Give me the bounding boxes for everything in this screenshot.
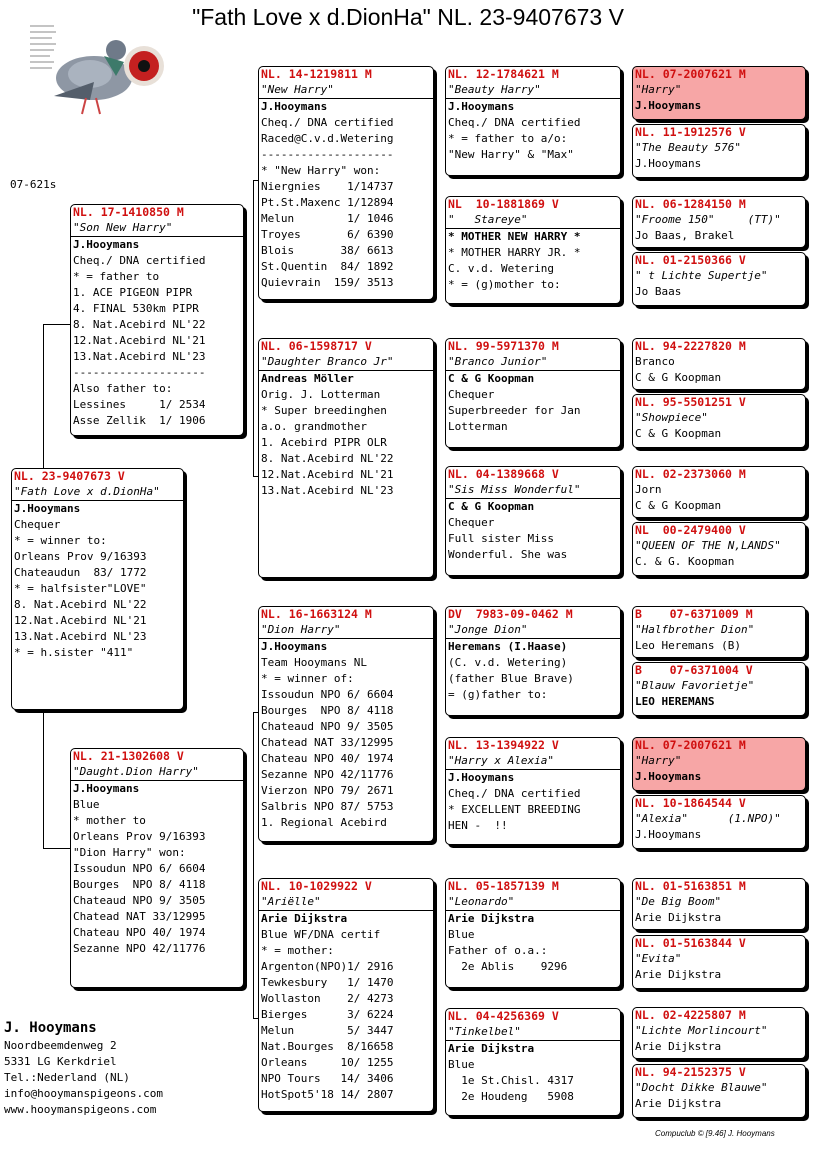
grandparent-card[interactable]	[258, 606, 434, 842]
owner: Leo Heremans (B)	[635, 639, 741, 652]
pigeon-name: "New Harry"	[259, 82, 433, 99]
ancestor-card[interactable]	[632, 124, 806, 178]
info-line: Cheq./ DNA certified	[448, 787, 581, 800]
info-line: Asse Zellik 1/ 1906	[73, 414, 206, 427]
pigeon-name: "Harry x Alexia"	[446, 753, 620, 770]
info-line: * MOTHER HARRY JR. *	[448, 246, 581, 259]
email-link[interactable]: info@hooymanspigeons.com	[4, 1087, 163, 1100]
owner: J.Hooymans	[448, 771, 515, 784]
info-line: Chateaudun 83/ 1772	[14, 566, 147, 579]
info-line: Lessines 1/ 2534	[73, 398, 206, 411]
info-line: Melun 1/ 1046	[261, 212, 394, 225]
owner: * MOTHER NEW HARRY *	[448, 230, 581, 243]
pigeon-name: "Fath Love x d.DionHa"	[12, 484, 183, 501]
pigeon-name: "The Beauty 576"	[635, 141, 741, 154]
pigeon-name: "Son New Harry"	[71, 220, 243, 237]
pigeon-name: "Harry"	[635, 83, 682, 96]
pigeon-name: " Stareye"	[446, 212, 620, 229]
grandparent-card[interactable]	[258, 338, 434, 578]
pigeon-name: "Evita"	[635, 952, 682, 965]
owner: LEO HEREMANS	[635, 695, 715, 708]
info-line: 1. Regional Acebird	[261, 816, 387, 829]
info-line: Full sister Miss	[448, 532, 554, 545]
info-line: Wonderful. She was	[448, 548, 568, 561]
ancestor-card[interactable]	[632, 466, 806, 518]
owner: Arie Dijkstra	[635, 1040, 722, 1053]
ring-number: NL. 10-1864544 V	[635, 796, 746, 810]
info-line: Orleans Prov 9/16393	[14, 550, 147, 563]
info-line: HEN - !!	[448, 819, 508, 832]
info-line: 2e Ablis 9296	[448, 960, 568, 973]
owner: J.Hooymans	[635, 828, 702, 841]
ring-number: NL. 02-4225807 M	[635, 1008, 746, 1022]
pigeon-name: Branco	[635, 355, 675, 368]
info-line: 8. Nat.Acebird NL'22	[14, 598, 147, 611]
ring-number: NL. 16-1663124 M	[261, 607, 372, 621]
info-line: 12.Nat.Acebird NL'21	[73, 334, 206, 347]
breeder-name: J. Hooymans	[4, 1020, 97, 1036]
info-line: = (g)father to:	[448, 688, 548, 701]
city: 5331 LG Kerkdriel	[4, 1055, 117, 1068]
info-line: Troyes 6/ 6390	[261, 228, 394, 241]
grandparent-card[interactable]	[258, 66, 434, 300]
pigeon-name: "QUEEN OF THE N,LANDS"	[635, 539, 781, 552]
info-line: * = father to a/o:	[448, 132, 568, 145]
info-line: 1e St.Chisl. 4317	[448, 1074, 574, 1087]
owner: J.Hooymans	[635, 770, 702, 783]
info-line: Sezanne NPO 42/11776	[73, 942, 206, 955]
great-grandparent-card[interactable]	[445, 606, 621, 716]
ring-number: NL. 02-2373060 M	[635, 467, 746, 481]
ancestor-card[interactable]	[632, 606, 806, 658]
info-line: Chatead NAT 33/12995	[261, 736, 394, 749]
grandparent-card[interactable]	[258, 878, 434, 1112]
info-line: Chequer	[448, 388, 495, 401]
owner: J.Hooymans	[448, 100, 515, 113]
ancestor-card[interactable]	[632, 878, 806, 930]
owner: J.Hooymans	[73, 782, 140, 795]
pigeon-name: "Docht Dikke Blauwe"	[635, 1081, 768, 1094]
info-line: Cheq./ DNA certified	[73, 254, 206, 267]
great-grandparent-card[interactable]	[445, 1008, 621, 1116]
owner: C & G Koopman	[635, 499, 722, 512]
dam-card[interactable]	[70, 748, 244, 988]
breeder-address	[4, 1018, 163, 1118]
owner: Andreas Möller	[261, 372, 354, 385]
ring-number: NL. 06-1598717 V	[261, 339, 372, 353]
ring-number: NL. 05-1857139 M	[448, 879, 559, 893]
info-line: Blois 38/ 6613	[261, 244, 394, 257]
info-line: "Dion Harry" won:	[73, 846, 186, 859]
ancestor-card[interactable]	[632, 737, 806, 791]
info-line: * = mother:	[261, 944, 334, 957]
info-line: --------------------	[73, 366, 206, 379]
breeder-logo	[24, 16, 174, 124]
info-line: Chequer	[14, 518, 61, 531]
ring-number: NL. 10-1029922 V	[261, 879, 372, 893]
info-line: Tewkesbury 1/ 1470	[261, 976, 394, 989]
info-line: Nat.Bourges 8/16658	[261, 1040, 394, 1053]
info-line: Issoudun NPO 6/ 6604	[261, 688, 394, 701]
info-line: Orleans 10/ 1255	[261, 1056, 394, 1069]
great-grandparent-card[interactable]	[445, 338, 621, 448]
owner: Jo Baas, Brakel	[635, 229, 735, 242]
info-line: * = h.sister "411"	[14, 646, 134, 659]
info-line: Father of o.a.:	[448, 944, 548, 957]
info-line: * Super breedinghen	[261, 404, 387, 417]
info-line: * mother to	[73, 814, 146, 827]
owner: J.Hooymans	[14, 502, 81, 515]
website-link[interactable]: www.hooymanspigeons.com	[4, 1103, 157, 1116]
info-line: 4. FINAL 530km PIPR	[73, 302, 199, 315]
ancestor-card[interactable]	[632, 522, 806, 576]
info-line: Chateaud NPO 9/ 3505	[261, 720, 394, 733]
info-line: * = father to	[73, 270, 160, 283]
ring-number: NL. 12-1784621 M	[448, 67, 559, 81]
ring-number: B 07-6371004 V	[635, 663, 753, 677]
ring-number: NL. 94-2152375 V	[635, 1065, 746, 1079]
pigeon-name: Jorn	[635, 483, 662, 496]
ring-number: NL. 01-5163844 V	[635, 936, 746, 950]
ring-number: DV 7983-09-0462 M	[448, 607, 573, 621]
owner: Arie Dijkstra	[635, 911, 722, 924]
info-line: --------------------	[261, 148, 394, 161]
pigeon-name: "Branco Junior"	[446, 354, 620, 371]
info-line: * = halfsister"LOVE"	[14, 582, 147, 595]
info-line: Salbris NPO 87/ 5753	[261, 800, 394, 813]
info-line: Chateaud NPO 9/ 3505	[73, 894, 206, 907]
owner: Heremans (I.Haase)	[448, 640, 568, 653]
ring-number: NL. 95-5501251 V	[635, 395, 746, 409]
street: Noordbeemdenweg 2	[4, 1039, 117, 1052]
info-line: Argenton(NPO)1/ 2916	[261, 960, 394, 973]
sire-card[interactable]	[70, 204, 244, 436]
info-line: 2e Houdeng 5908	[448, 1090, 574, 1103]
ancestor-card[interactable]	[632, 662, 806, 716]
owner: J.Hooymans	[261, 640, 328, 653]
info-line: Issoudun NPO 6/ 6604	[73, 862, 206, 875]
ring-number: NL. 04-1389668 V	[448, 467, 559, 481]
pigeon-name: "De Big Boom"	[635, 895, 722, 908]
owner: C & G Koopman	[448, 372, 535, 385]
info-line: 12.Nat.Acebird NL'21	[261, 468, 394, 481]
pigeon-name: "Harry"	[635, 754, 682, 767]
ring-number: NL. 01-2150366 V	[635, 253, 746, 267]
info-line: Raced@C.v.d.Wetering	[261, 132, 394, 145]
great-grandparent-card[interactable]	[445, 196, 621, 304]
info-line: * = winner of:	[261, 672, 354, 685]
ring-number: NL. 01-5163851 M	[635, 879, 746, 893]
ring-number: NL. 23-9407673 V	[14, 469, 125, 483]
info-line: "New Harry" & "Max"	[448, 148, 574, 161]
info-line: Bourges NPO 8/ 4118	[261, 704, 394, 717]
owner: J.Hooymans	[635, 99, 702, 112]
owner: Arie Dijkstra	[448, 1042, 535, 1055]
info-line: a.o. grandmother	[261, 420, 367, 433]
info-line: 13.Nat.Acebird NL'23	[73, 350, 206, 363]
pigeon-name: "Halfbrother Dion"	[635, 623, 755, 636]
info-line: Niergnies 1/14737	[261, 180, 394, 193]
info-line: 1. Acebird PIPR OLR	[261, 436, 387, 449]
info-line: Wollaston 2/ 4273	[261, 992, 394, 1005]
owner: C & G Koopman	[635, 427, 722, 440]
info-line: 1. ACE PIGEON PIPR	[73, 286, 193, 299]
owner: C & G Koopman	[635, 371, 722, 384]
owner: C & G Koopman	[448, 500, 535, 513]
owner: J.Hooymans	[261, 100, 328, 113]
great-grandparent-card[interactable]	[445, 878, 621, 988]
pigeon-name: "Showpiece"	[635, 411, 708, 424]
info-line: * = winner to:	[14, 534, 107, 547]
owner: Arie Dijkstra	[448, 912, 535, 925]
info-line: St.Quentin 84/ 1892	[261, 260, 394, 273]
info-line: (father Blue Brave)	[448, 672, 574, 685]
pigeon-name: "Dion Harry"	[259, 622, 433, 639]
ring-number: NL. 99-5971370 M	[448, 339, 559, 353]
ring-number: NL. 21-1302608 V	[73, 749, 184, 763]
subject-pigeon-card[interactable]	[11, 468, 184, 710]
pigeon-name: " t Lichte Supertje"	[635, 269, 768, 282]
info-line: * "New Harry" won:	[261, 164, 381, 177]
page-title: "Fath Love x d.DionHa" NL. 23-9407673 V	[192, 4, 624, 30]
ancestor-card[interactable]	[632, 252, 806, 306]
phone: Tel.:Nederland (NL)	[4, 1071, 130, 1084]
pigeon-name: "Tinkelbel"	[446, 1024, 620, 1041]
ring-number: NL 10-1881869 V	[448, 197, 559, 211]
pigeon-name: "Ariëlle"	[259, 894, 433, 911]
ring-number: NL. 94-2227820 M	[635, 339, 746, 353]
owner: Arie Dijkstra	[635, 968, 722, 981]
info-line: * EXCELLENT BREEDING	[448, 803, 581, 816]
ring-number: NL. 04-4256369 V	[448, 1009, 559, 1023]
info-line: NPO Tours 14/ 3406	[261, 1072, 394, 1085]
info-line: 8. Nat.Acebird NL'22	[261, 452, 394, 465]
pigeon-name: "Daughter Branco Jr"	[259, 354, 433, 371]
info-line: Cheq./ DNA certified	[261, 116, 394, 129]
great-grandparent-card[interactable]	[445, 737, 621, 845]
info-line: * = (g)mother to:	[448, 278, 561, 291]
ancestor-card[interactable]	[632, 394, 806, 448]
pigeon-name: "Leonardo"	[446, 894, 620, 911]
info-line: Chequer	[448, 516, 495, 529]
ring-number: NL. 07-2007621 M	[635, 67, 746, 81]
ring-number: NL. 14-1219811 M	[261, 67, 372, 81]
ring-number: NL. 07-2007621 M	[635, 738, 746, 752]
ancestor-card[interactable]	[632, 795, 806, 849]
pigeon-name: "Alexia" (1.NPO)"	[635, 812, 781, 825]
info-line: Bierges 3/ 6224	[261, 1008, 394, 1021]
info-line: Orleans Prov 9/16393	[73, 830, 206, 843]
info-line: 13.Nat.Acebird NL'23	[261, 484, 394, 497]
ancestor-card[interactable]	[632, 1064, 806, 1118]
info-line: Blue	[448, 928, 475, 941]
ring-number: NL. 11-1912576 V	[635, 125, 746, 139]
info-line: Bourges NPO 8/ 4118	[73, 878, 206, 891]
ancestor-card[interactable]	[632, 66, 806, 120]
info-line: Pt.St.Maxenc 1/12894	[261, 196, 394, 209]
owner: Arie Dijkstra	[261, 912, 348, 925]
ring-number: NL. 06-1284150 M	[635, 197, 746, 211]
info-line: HotSpot5'18 14/ 2807	[261, 1088, 394, 1101]
info-line: Lotterman	[448, 420, 508, 433]
info-line: Orig. J. Lotterman	[261, 388, 381, 401]
info-line: Also father to:	[73, 382, 173, 395]
pigeon-name: "Sis Miss Wonderful"	[446, 482, 620, 499]
owner: Arie Dijkstra	[635, 1097, 722, 1110]
owner: J.Hooymans	[635, 157, 702, 170]
info-line: C. v.d. Wetering	[448, 262, 554, 275]
info-line: Chateau NPO 40/ 1974	[261, 752, 394, 765]
footer-credit: Compuclub © [9.46] J. Hooymans	[655, 1129, 775, 1138]
owner: J.Hooymans	[73, 238, 140, 251]
ring-number: B 07-6371009 M	[635, 607, 753, 621]
owner: C. & G. Koopman	[635, 555, 735, 568]
great-grandparent-card[interactable]	[445, 466, 621, 576]
info-line: Chateau NPO 40/ 1974	[73, 926, 206, 939]
owner: Jo Baas	[635, 285, 682, 298]
pigeon-name: "Lichte Morlincourt"	[635, 1024, 768, 1037]
info-line: (C. v.d. Wetering)	[448, 656, 568, 669]
ancestor-card[interactable]	[632, 1007, 806, 1059]
pigeon-name: "Beauty Harry"	[446, 82, 620, 99]
info-line: Blue	[448, 1058, 475, 1071]
info-line: Melun 5/ 3447	[261, 1024, 394, 1037]
info-line: Superbreeder for Jan	[448, 404, 581, 417]
info-line: Blue WF/DNA certif	[261, 928, 381, 941]
pigeon-name: "Daught.Dion Harry"	[71, 764, 243, 781]
info-line: Team Hooymans NL	[261, 656, 367, 669]
info-line: 13.Nat.Acebird NL'23	[14, 630, 147, 643]
info-line: Cheq./ DNA certified	[448, 116, 581, 129]
ancestor-card[interactable]	[632, 196, 806, 248]
pigeon-name: "Jonge Dion"	[446, 622, 620, 639]
info-line: 8. Nat.Acebird NL'22	[73, 318, 206, 331]
info-line: 12.Nat.Acebird NL'21	[14, 614, 147, 627]
ring-number: NL. 13-1394922 V	[448, 738, 559, 752]
pigeon-name: "Froome 150" (TT)"	[635, 213, 781, 226]
ancestor-card[interactable]	[632, 338, 806, 390]
ring-number: NL 00-2479400 V	[635, 523, 746, 537]
ancestor-card[interactable]	[632, 935, 806, 989]
info-line: Blue	[73, 798, 100, 811]
info-line: Vierzon NPO 79/ 2671	[261, 784, 394, 797]
ring-number: NL. 17-1410850 M	[73, 205, 184, 219]
pigeon-name: "Blauw Favorietje"	[635, 679, 755, 692]
info-line: Quievrain 159/ 3513	[261, 276, 394, 289]
info-line: Sezanne NPO 42/11776	[261, 768, 394, 781]
code-label: 07-621s	[10, 178, 57, 191]
info-line: Chatead NAT 33/12995	[73, 910, 206, 923]
great-grandparent-card[interactable]	[445, 66, 621, 176]
